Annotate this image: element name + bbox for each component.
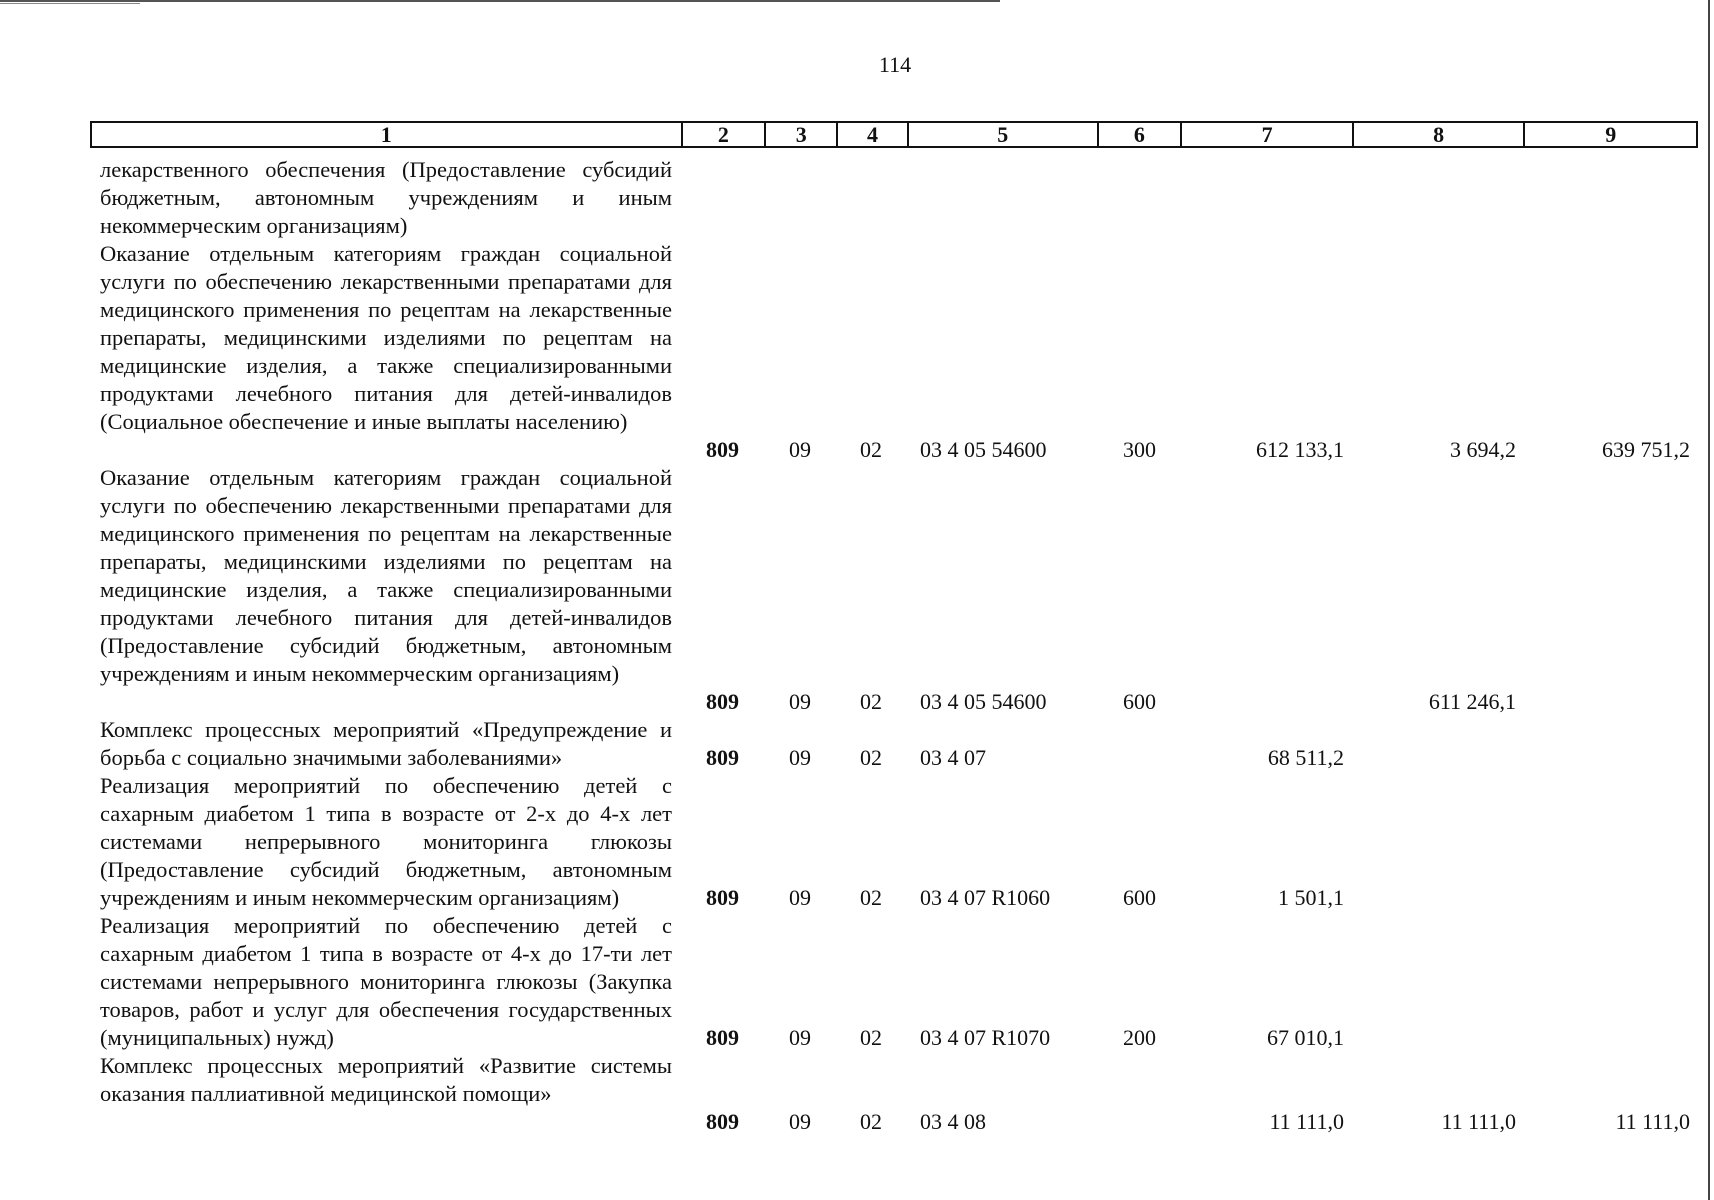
- cell-code-5: 03 4 07 R1070: [920, 1025, 1051, 1050]
- cell-code-3: 09: [789, 437, 811, 462]
- cell-code-3: 09: [789, 689, 811, 714]
- column-header-5: 5: [909, 123, 1099, 146]
- cell-code-4: 02: [860, 1109, 882, 1134]
- table-body: [0, 156, 1714, 1136]
- cell-amount-9: 11 111,0: [1615, 1109, 1690, 1134]
- cell-code-5: 03 4 08: [920, 1109, 986, 1134]
- table-row: [0, 240, 1714, 464]
- cell-code-5: 03 4 05 54600: [920, 437, 1047, 462]
- cell-code-6: 300: [1123, 437, 1156, 462]
- row-description: Комплекс процессных мероприятий «Предупреждение и борьба с социально значимыми заболеваниями»: [100, 717, 672, 770]
- column-header-8: 8: [1354, 123, 1526, 146]
- cell-amount-8: 611 246,1: [1428, 689, 1516, 714]
- cell-amount-7: 68 511,2: [1267, 745, 1344, 770]
- cell-code-4: 02: [860, 1025, 882, 1050]
- row-description: Оказание отдельным категориям граждан социальной услуги по обеспечению лекарственными препаратами для медицинского применения по рецептам на лекарственные препараты, медицинскими изделиями по рецептам на медицинские изделия, а также специализированными продуктами лечебного питания для детей-инвалидов (Социальное обеспечение и иные выплаты населению): [100, 241, 672, 434]
- cell-code-3: 09: [789, 1025, 811, 1050]
- page-number: 114: [878, 52, 912, 77]
- cell-code-2: 809: [706, 745, 739, 770]
- cell-code-5: 03 4 07: [920, 745, 986, 770]
- cell-code-2: 809: [706, 885, 739, 910]
- cell-code-5: 03 4 05 54600: [920, 689, 1047, 714]
- cell-code-6: 200: [1123, 1025, 1156, 1050]
- cell-code-2: 809: [706, 1109, 739, 1134]
- cell-amount-8: 3 694,2: [1450, 437, 1516, 462]
- cell-amount-9: 639 751,2: [1602, 437, 1690, 462]
- cell-code-3: 09: [789, 745, 811, 770]
- cell-code-3: 09: [789, 885, 811, 910]
- column-header-7: 7: [1182, 123, 1354, 146]
- cell-amount-8: 11 111,0: [1441, 1109, 1516, 1134]
- cell-code-2: 809: [706, 689, 739, 714]
- table-row: [0, 1052, 1714, 1136]
- table-row: [0, 464, 1714, 716]
- cell-code-4: 02: [860, 745, 882, 770]
- column-header-2: 2: [683, 123, 767, 146]
- cell-amount-7: 11 111,0: [1269, 1109, 1344, 1134]
- column-header-4: 4: [838, 123, 909, 146]
- cell-code-2: 809: [706, 437, 739, 462]
- table-row: [0, 156, 1714, 240]
- row-description: Реализация мероприятий по обеспечению детей с сахарным диабетом 1 типа в возрасте от 4-х до 17-ти лет системами непрерывного мониторинга глюкозы (Закупка товаров, работ и услуг для обеспечения государственных (муниципальных) нужд): [100, 913, 672, 1050]
- row-description: лекарственного обеспечения (Предоставление субсидий бюджетным, автономным учреждениям и иным некоммерческим организациям): [100, 157, 672, 238]
- cell-amount-7: 67 010,1: [1267, 1025, 1344, 1050]
- column-header-row: [90, 121, 1698, 148]
- column-header-1: 1: [92, 123, 683, 146]
- row-description: Оказание отдельным категориям граждан социальной услуги по обеспечению лекарственными препаратами для медицинского применения по рецептам на лекарственные препараты, медицинскими изделиями по рецептам на медицинские изделия, а также специализированными продуктами лечебного питания для детей-инвалидов (Предоставление субсидий бюджетным, автономным учреждениям и иным некоммерческим организациям): [100, 465, 672, 686]
- column-header-3: 3: [766, 123, 838, 146]
- cell-code-4: 02: [860, 885, 882, 910]
- scan-top-rule: [0, 0, 1000, 2]
- row-description: Реализация мероприятий по обеспечению детей с сахарным диабетом 1 типа в возрасте от 2-х до 4-х лет системами непрерывного мониторинга глюкозы (Предоставление субсидий бюджетным, автономным учреждениям и иным некоммерческим организациям): [100, 773, 672, 910]
- cell-code-2: 809: [706, 1025, 739, 1050]
- cell-code-6: 600: [1123, 885, 1156, 910]
- cell-amount-7: 1 501,1: [1278, 885, 1344, 910]
- column-header-9: 9: [1605, 122, 1617, 147]
- row-description: Комплекс процессных мероприятий «Развитие системы оказания паллиативной медицинской помощи»: [100, 1053, 672, 1106]
- cell-code-3: 09: [789, 1109, 811, 1134]
- table-row: [0, 772, 1714, 912]
- cell-amount-7: 612 133,1: [1256, 437, 1344, 462]
- cell-code-4: 02: [860, 437, 882, 462]
- table-row: [0, 716, 1714, 772]
- table-row: [0, 912, 1714, 1052]
- cell-code-6: 600: [1123, 689, 1156, 714]
- cell-code-5: 03 4 07 R1060: [920, 885, 1051, 910]
- scan-top-rule-short: [0, 3, 140, 4]
- cell-code-4: 02: [860, 689, 882, 714]
- column-header-6: 6: [1099, 123, 1183, 146]
